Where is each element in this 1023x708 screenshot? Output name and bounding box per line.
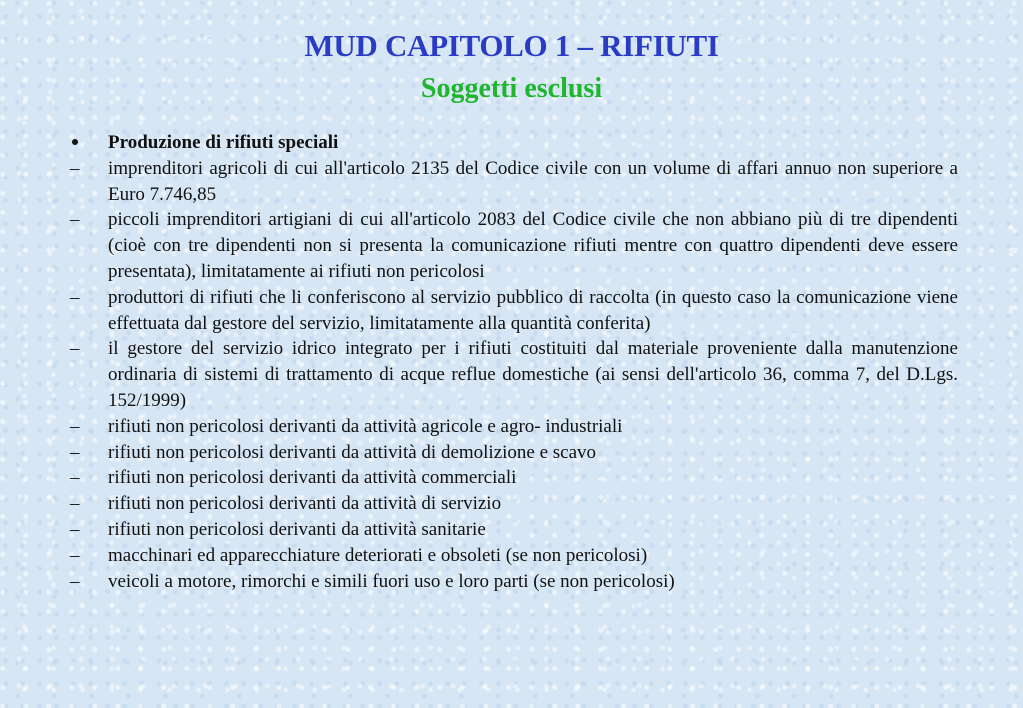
list-item-text: rifiuti non pericolosi derivanti da attività agricole e agro- industriali [108, 415, 623, 437]
list-item [68, 207, 958, 284]
dash-marker: – [70, 570, 80, 592]
list-item-text: rifiuti non pericolosi derivanti da attività commerciali [108, 467, 517, 489]
list-item-text: rifiuti non pericolosi derivanti da attività di servizio [108, 493, 502, 515]
slide-title: MUD CAPITOLO 1 – RIFIUTI [304, 28, 719, 63]
list-item [68, 156, 958, 208]
list-item-text: rifiuti non pericolosi derivanti da attività sanitarie [108, 518, 486, 540]
bullet-list [68, 130, 958, 594]
list-item [68, 543, 958, 569]
dash-marker: – [70, 157, 80, 179]
dash-marker: – [70, 338, 80, 360]
list-item [68, 517, 958, 543]
list-item-text: macchinari ed apparecchiature deteriorati e obsoleti (se non pericolosi) [108, 544, 648, 566]
list-item-text: il gestore del servizio idrico integrato per i rifiuti costituiti dal materiale proveniente dalla manutenzione ordinaria di sistemi di trattamento di acque reflue domestiche (ai sensi dell'articolo 36, comma 7, del D.Lgs. 152/1999) [108, 338, 958, 411]
list-item [68, 414, 958, 440]
dash-marker: – [70, 493, 80, 515]
list-item [68, 569, 958, 595]
list-item [68, 465, 958, 491]
list-item [68, 491, 958, 517]
list-item [68, 336, 958, 413]
list-item-text: rifiuti non pericolosi derivanti da attività di demolizione e scavo [108, 441, 597, 463]
list-item-text: veicoli a motore, rimorchi e simili fuori uso e loro parti (se non pericolosi) [108, 570, 675, 592]
section-heading: Produzione di rifiuti speciali [108, 132, 339, 153]
dash-marker: – [70, 286, 80, 308]
dash-marker: – [70, 209, 80, 231]
dash-marker: – [70, 415, 80, 437]
dash-marker: – [70, 518, 80, 540]
list-item-text: imprenditori agricoli di cui all'articolo 2135 del Codice civile con un volume di affari annuo non superiore a Euro 7.746,85 [108, 157, 958, 205]
section-heading-row [68, 130, 958, 156]
dash-marker: – [70, 467, 80, 489]
dash-marker: – [70, 544, 80, 566]
slide-subtitle: Soggetti esclusi [420, 73, 603, 104]
list-item-text: produttori di rifiuti che li conferiscono al servizio pubblico di raccolta (in questo caso la comunicazione viene effettuata dal gestore del servizio, limitatamente alla quantità conferita) [108, 286, 958, 334]
dash-marker: – [70, 441, 80, 463]
list-item [68, 285, 958, 337]
list-item-text: piccoli imprenditori artigiani di cui all'articolo 2083 del Codice civile che non abbiano più di tre dipendenti (cioè con tre dipendenti non si presenta la comunicazione rifiuti mentre con quattro dipendenti deve essere presentata), limitatamente ai rifiuti non pericolosi [108, 209, 958, 282]
list-item [68, 440, 958, 466]
bullet-dot-icon [68, 130, 108, 156]
